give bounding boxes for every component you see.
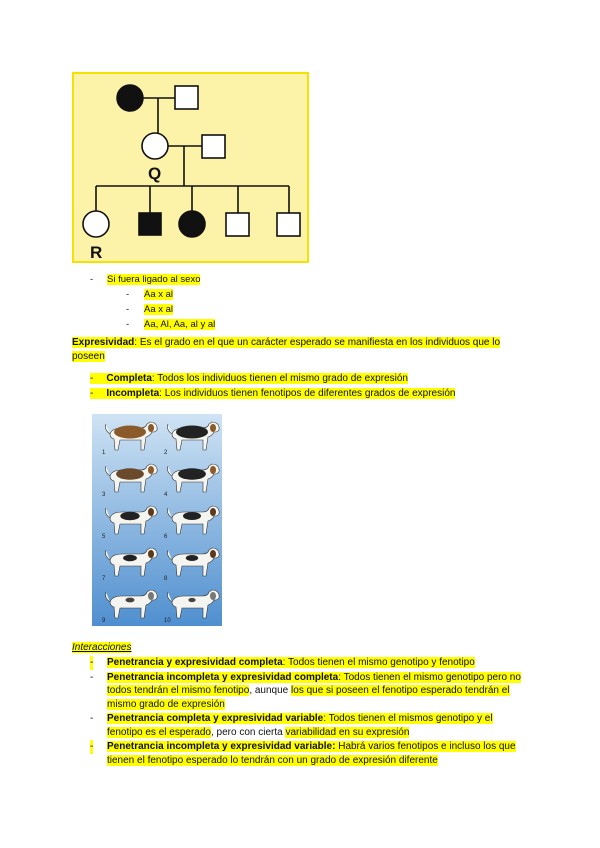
beagle-number-label: 8 (164, 576, 168, 582)
expresividad-types (90, 371, 455, 401)
male-gen3-b (277, 213, 300, 236)
cross-item: Aa x al (144, 304, 174, 315)
beagle-number-label: 4 (164, 492, 168, 498)
interaction-text: variabilidad en su expresión (285, 726, 410, 738)
beagle-number-label: 7 (102, 576, 106, 582)
interaction-text: , pero con cierta (210, 726, 286, 738)
list-item (90, 371, 455, 386)
beagle-number-label: 10 (164, 618, 171, 624)
expresividad-text: : Es el grado en el que un carácter esperado se manifiesta en los individuos que lo poseen (72, 337, 501, 362)
bullet-dash: - (126, 319, 130, 330)
bullet-dash: - (90, 671, 94, 683)
label-r: R (90, 243, 103, 262)
beagle-2 (164, 422, 219, 456)
affected-male-gen3 (139, 213, 161, 235)
list-item (90, 302, 215, 317)
beagle-7 (102, 548, 157, 582)
type-term: Incompleta (106, 388, 160, 399)
list-item (90, 287, 215, 302)
bullet-dash: - (126, 289, 130, 300)
beagle-number-label: 3 (102, 492, 106, 498)
type-text: : Los individuos tienen fenotipos de diferentes grados de expresión (159, 388, 456, 399)
beagle-9 (102, 590, 157, 624)
beagle-3 (102, 464, 157, 498)
list-item (90, 272, 215, 287)
beagle-number-label: 5 (102, 534, 106, 540)
list-item (90, 712, 530, 739)
carrier-female-q (142, 133, 168, 159)
bullet-dash: - (90, 274, 94, 285)
interacciones-list (90, 656, 530, 768)
affected-female-gen3 (179, 211, 205, 237)
bullet-dash: - (90, 373, 94, 384)
male-spouse (202, 135, 225, 158)
bullet-dash: - (90, 388, 94, 399)
male-gen3-a (226, 213, 249, 236)
affected-female-gen1 (117, 85, 143, 111)
bullet-dash: - (90, 741, 94, 752)
beagle-6 (164, 506, 219, 540)
interaction-term: Penetrancia completa y expresividad variable (107, 713, 324, 724)
list-item (90, 740, 530, 767)
bullet-dash: - (126, 304, 130, 315)
dogs-svg (92, 414, 222, 626)
interaction-term: Penetrancia incompleta y expresividad variable: (107, 741, 336, 752)
pedigree-diagram (72, 72, 309, 263)
beagle-number-label: 2 (164, 450, 168, 456)
cross-item: Aa, Al, Aa, al y al (144, 319, 216, 330)
label-q: Q (148, 164, 162, 183)
beagle-8 (164, 548, 219, 582)
beagle-4 (164, 464, 219, 498)
bullet-dash: - (90, 713, 94, 724)
beagle-number-label: 9 (102, 618, 106, 624)
beagle-expressivity-figure (92, 414, 222, 626)
type-text: : Todos los individuos tienen el mismo grado de expresión (151, 373, 408, 384)
female-r (83, 211, 109, 237)
cross-item: Aa x al (144, 289, 174, 300)
interaction-term: Penetrancia y expresividad completa (107, 657, 283, 668)
beagle-10 (164, 590, 219, 624)
list-item (90, 386, 455, 401)
interaction-text: : Todos tienen el mismo genotipo y fenotipo (282, 657, 475, 668)
interaction-text: : Todos tienen el mismo genotipo pero no todos tendrán el mismo fenotipo (107, 671, 521, 696)
list-item (90, 317, 215, 332)
interaction-text: : Todos tienen el mismos genotipo y el fenotipo es el esperado (107, 713, 493, 738)
expresividad-term: Expresividad (72, 337, 135, 348)
beagle-5 (102, 506, 157, 540)
sex-linked-list (90, 272, 215, 332)
list-item (90, 671, 530, 712)
interaction-term: Penetrancia incompleta y expresividad completa (107, 671, 339, 683)
beagle-number-label: 6 (164, 534, 168, 540)
interaction-text: , aunque (249, 685, 292, 696)
pedigree-svg (74, 74, 311, 265)
beagle-number-label: 1 (102, 450, 106, 456)
expresividad-definition (72, 336, 532, 364)
list-item (90, 656, 530, 670)
interaction-text: Habrá varios fenotipos e incluso los que tienen el fenotipo esperado lo tendrán con un grado de expresión diferente (107, 741, 516, 766)
bullet-dash: - (90, 657, 94, 668)
type-term: Completa (106, 373, 152, 384)
interacciones-title: Interacciones (72, 642, 132, 653)
sex-linked-title: Si fuera ligado al sexo (107, 274, 201, 285)
beagle-1 (102, 422, 157, 456)
interaction-text: los que si poseen el fenotipo esperado tendrán el mismo grado de expresión (107, 685, 510, 710)
male-gen1 (175, 86, 198, 109)
